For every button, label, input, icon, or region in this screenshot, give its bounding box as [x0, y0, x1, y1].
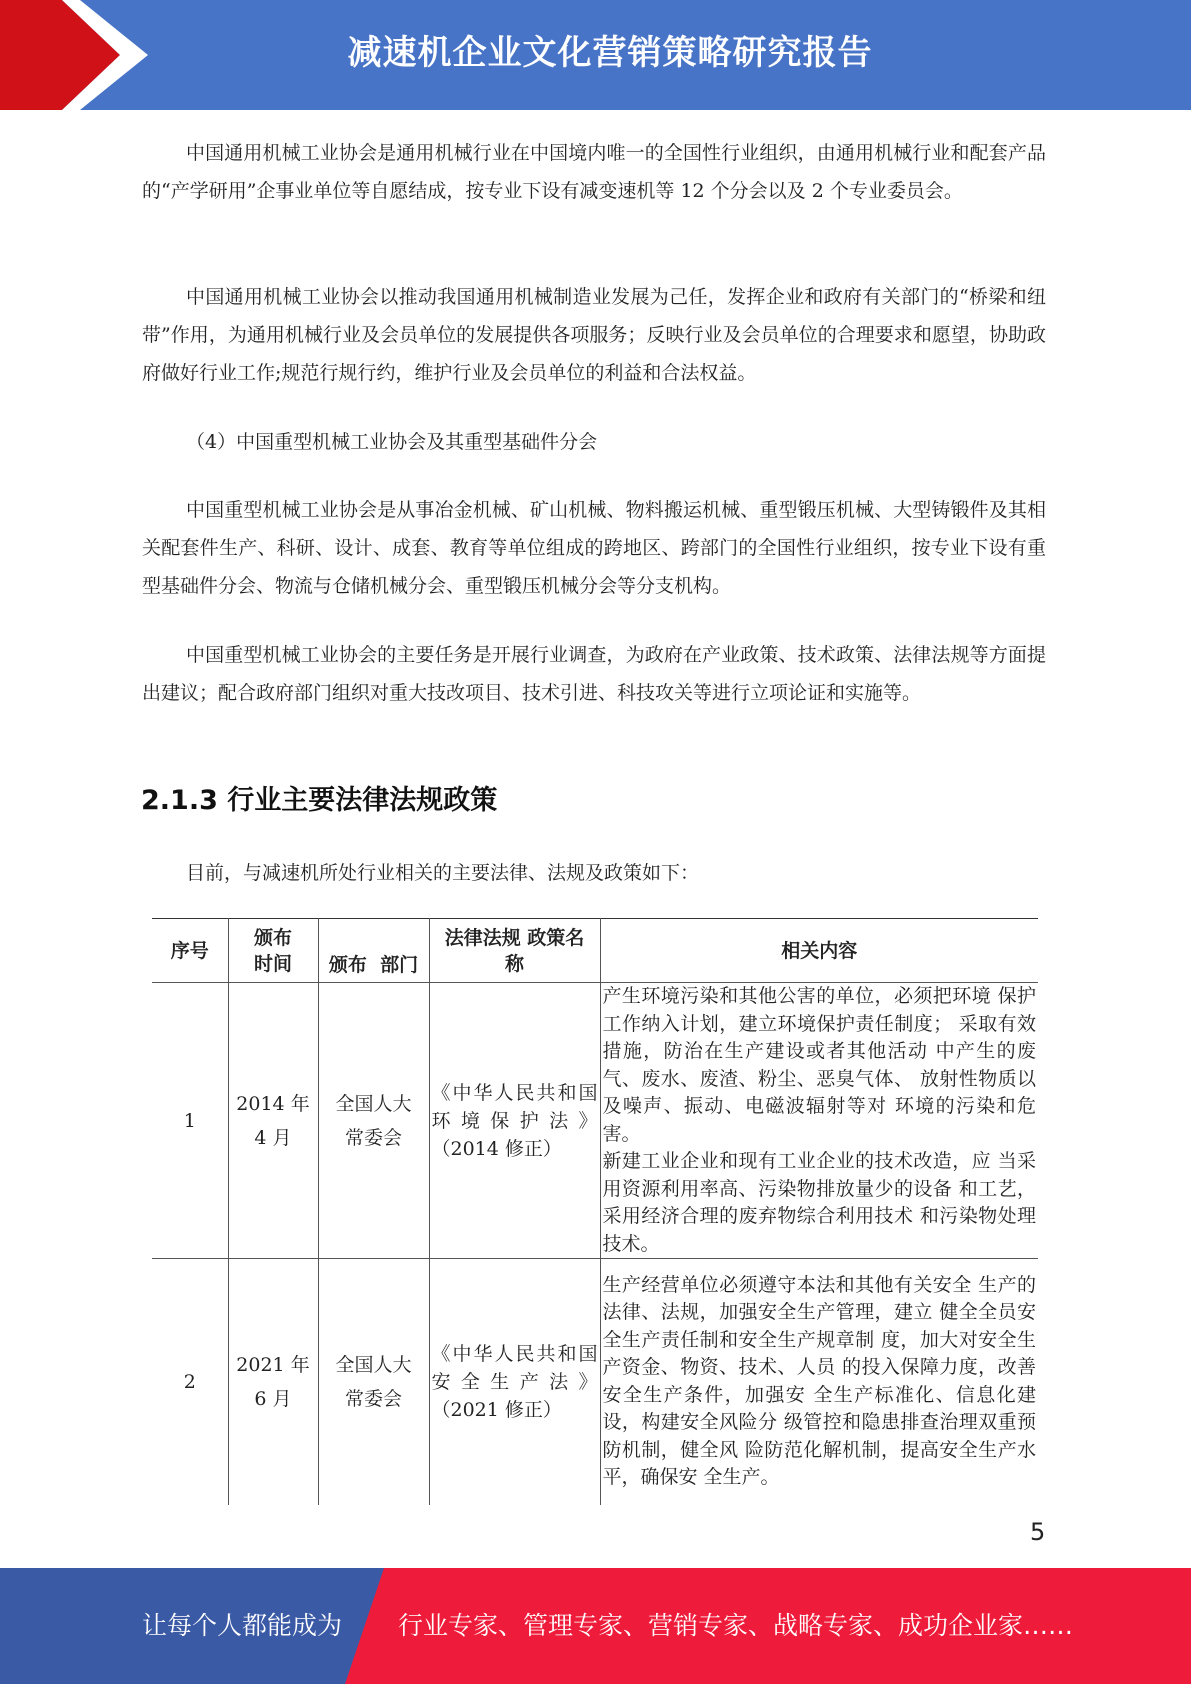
- col-header-content: 相关内容: [600, 919, 1038, 983]
- footer-slogan-right: 行业专家、管理专家、营销专家、战略专家、成功企业家……: [398, 1611, 1074, 1640]
- col-header-seq: 序号: [152, 919, 228, 983]
- cell-dept: 全国人大 常委会: [318, 1259, 429, 1505]
- cell-law: 《中华人民共和国安全生产法》（2021 修正）: [429, 1259, 600, 1505]
- col-header-law: 法律法规 政策名 称: [429, 919, 600, 983]
- footer-slogan-left: 让每个人都能成为: [142, 1611, 343, 1640]
- col-header-date: 颁布 时间: [228, 919, 318, 983]
- cell-dept: 全国人大 常委会: [318, 983, 429, 1259]
- report-title: 减速机企业文化营销策略研究报告: [347, 33, 873, 73]
- paragraph-general-machinery-association: 中国通用机械工业协会是通用机械行业在中国境内唯一的全国性行业组织，由通用机械行业和配套产品的“产学研用”企事业单位等自愿结成，按专业下设有减变速机等 12 个分会以及 2 个专业委员会。: [142, 142, 1046, 202]
- paragraph-heavy-machinery-association: 中国重型机械工业协会是从事冶金机械、矿山机械、物料搬运机械、重型锻压机械、大型铸锻件及其相关配套件生产、科研、设计、成套、教育等单位组成的跨地区、跨部门的全国性行业组织，按专业下设有重型基础件分会、物流与仓储机械分会、重型锻压机械分会等分支机构。: [142, 499, 1046, 597]
- cell-date: 2014 年 4 月: [228, 983, 318, 1259]
- footer-banner: [0, 1568, 1191, 1684]
- page-number: 5: [1030, 1518, 1046, 1546]
- header-banner: [0, 0, 1191, 110]
- paragraph-general-machinery-mission: 中国通用机械工业协会以推动我国通用机械制造业发展为己任，发挥企业和政府有关部门的“桥梁和纽带”作用，为通用机械行业及会员单位的发展提供各项服务；反映行业及会员单位的合理要求和愿望，协助政府做好行业工作;规范行规行约，维护行业及会员单位的利益和合法权益。: [142, 286, 1046, 384]
- table-row: [152, 1259, 1038, 1505]
- table-row: [152, 983, 1038, 1259]
- cell-seq: 2: [152, 1259, 228, 1505]
- cell-content: 产生环境污染和其他公害的单位，必须把环境 保护工作纳入计划，建立环境保护责任制度； 采取有效措施，防治在生产建设或者其他活动 中产生的废气、废水、废渣、粉尘、恶臭气体、 放射性物质以及噪声、振动、电磁波辐射等对 环境的污染和危害。 新建工业企业和现有工业企业的技术改造，应 当采用资源利用率高、污染物排放量少的设备 和工艺，采用经济合理的废弃物综合利用技术 和污染物处理技术。: [600, 983, 1038, 1259]
- section-heading: 2.1.3 行业主要法律法规政策: [141, 785, 498, 816]
- cell-content: 生产经营单位必须遵守本法和其他有关安全 生产的法律、法规，加强安全生产管理，建立 健全全员安全生产责任制和安全生产规章制 度，加大对安全生产资金、物资、技术、人员 的投入保障力度，改善安全生产条件，加强安 全生产标准化、信息化建设，构建安全风险分 级管控和隐患排查治理双重预防机制，健全风 险防范化解机制，提高安全生产水平，确保安 全生产。: [600, 1259, 1038, 1505]
- cell-date: 2021 年 6 月: [228, 1259, 318, 1505]
- regulations-table: [152, 918, 1038, 1505]
- col-header-dept: 颁布 部门: [318, 919, 429, 983]
- table-intro-text: 目前，与减速机所处行业相关的主要法律、法规及政策如下：: [186, 862, 700, 884]
- cell-law: 《中华人民共和国环境保护法》（2014 修正）: [429, 983, 600, 1259]
- table-header-row: [152, 919, 1038, 983]
- subsection-heavy-machinery-association: （4）中国重型机械工业协会及其重型基础件分会: [186, 431, 598, 453]
- paragraph-heavy-machinery-tasks: 中国重型机械工业协会的主要任务是开展行业调查，为政府在产业政策、技术政策、法律法规等方面提出建议；配合政府部门组织对重大技改项目、技术引进、科技攻关等进行立项论证和实施等。: [142, 644, 1046, 704]
- cell-seq: 1: [152, 983, 228, 1259]
